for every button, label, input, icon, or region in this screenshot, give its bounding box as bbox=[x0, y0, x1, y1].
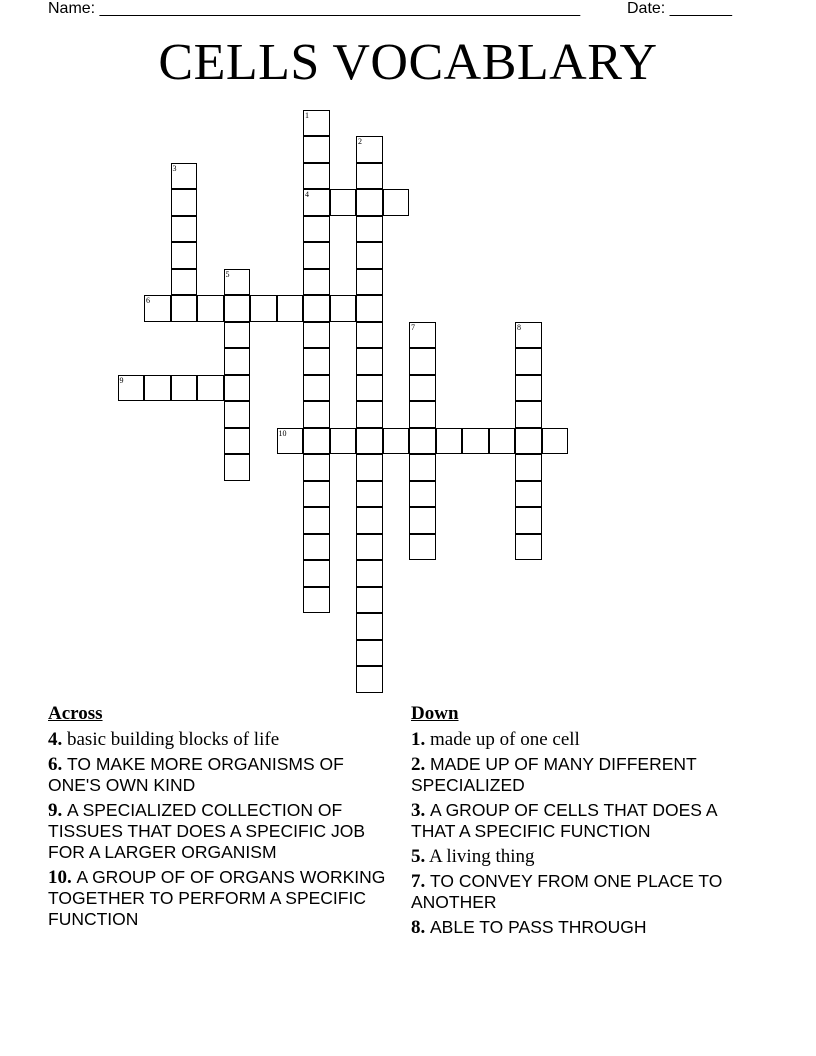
crossword-cell[interactable] bbox=[356, 269, 383, 296]
crossword-cell[interactable] bbox=[409, 507, 436, 534]
clue-text: TO CONVEY FROM ONE PLACE TO ANOTHER bbox=[411, 871, 723, 912]
crossword-cell[interactable] bbox=[462, 428, 489, 455]
crossword-cell[interactable] bbox=[356, 640, 383, 667]
crossword-cell[interactable] bbox=[515, 322, 542, 349]
crossword-cell[interactable] bbox=[224, 269, 251, 296]
crossword-cell[interactable] bbox=[356, 242, 383, 269]
down-clue-7 bbox=[411, 871, 751, 913]
cell-number: 2 bbox=[358, 137, 362, 146]
crossword-cell[interactable] bbox=[303, 269, 330, 296]
clue-text: basic building blocks of life bbox=[67, 729, 280, 750]
crossword-cell[interactable] bbox=[197, 295, 224, 322]
crossword-cell[interactable] bbox=[303, 163, 330, 190]
crossword-cell[interactable] bbox=[303, 534, 330, 561]
crossword-cell[interactable] bbox=[330, 295, 357, 322]
crossword-cell[interactable] bbox=[356, 348, 383, 375]
crossword-cell[interactable] bbox=[303, 401, 330, 428]
crossword-cell[interactable] bbox=[303, 428, 330, 455]
crossword-cell[interactable] bbox=[383, 428, 410, 455]
crossword-cell[interactable] bbox=[436, 428, 463, 455]
clue-number: 3. bbox=[411, 800, 426, 821]
crossword-cell[interactable] bbox=[303, 587, 330, 614]
crossword-cell[interactable] bbox=[356, 216, 383, 243]
crossword-cell[interactable] bbox=[303, 481, 330, 508]
cell-number: 1 bbox=[305, 110, 309, 120]
crossword-cell[interactable] bbox=[224, 375, 251, 402]
across-clue-9 bbox=[48, 800, 388, 863]
crossword-cell[interactable] bbox=[356, 295, 383, 322]
crossword-cell[interactable] bbox=[356, 481, 383, 508]
crossword-cell[interactable] bbox=[171, 375, 198, 402]
crossword-cell[interactable] bbox=[303, 242, 330, 269]
crossword-cell[interactable] bbox=[356, 401, 383, 428]
crossword-cell[interactable] bbox=[409, 348, 436, 375]
crossword-cell[interactable] bbox=[303, 560, 330, 587]
crossword-cell[interactable] bbox=[224, 322, 251, 349]
crossword-cell[interactable] bbox=[356, 560, 383, 587]
crossword-cell[interactable] bbox=[303, 348, 330, 375]
name-field[interactable]: Name: ______________________________________________________ bbox=[48, 0, 581, 17]
across-clue-6 bbox=[48, 754, 388, 796]
crossword-cell[interactable] bbox=[171, 242, 198, 269]
crossword-cell[interactable] bbox=[118, 375, 145, 402]
crossword-cell[interactable] bbox=[383, 189, 410, 216]
crossword-cell[interactable] bbox=[515, 428, 542, 455]
crossword-cell[interactable] bbox=[409, 428, 436, 455]
page-title: CELLS VOCABLARY bbox=[158, 34, 658, 91]
crossword-cell[interactable] bbox=[144, 295, 171, 322]
crossword-cell[interactable] bbox=[224, 295, 251, 322]
cell-number: 5 bbox=[225, 269, 230, 279]
crossword-cell[interactable] bbox=[542, 428, 569, 455]
cell-number: 4 bbox=[305, 190, 309, 199]
cell-number: 9 bbox=[119, 375, 124, 385]
crossword-cell[interactable] bbox=[409, 534, 436, 561]
across-clue-10 bbox=[48, 867, 388, 930]
crossword-cell[interactable] bbox=[303, 216, 330, 243]
down-clue-3 bbox=[411, 800, 751, 842]
clue-number: 4. bbox=[48, 729, 63, 750]
crossword-cell[interactable] bbox=[303, 110, 330, 137]
clue-text: MADE UP OF MANY DIFFERENT SPECIALIZED bbox=[411, 754, 697, 795]
clue-text: made up of one cell bbox=[430, 729, 580, 750]
crossword-cell[interactable] bbox=[250, 295, 277, 322]
down-clue-8 bbox=[411, 917, 751, 938]
clue-number: 8. bbox=[411, 917, 426, 938]
clue-number: 1. bbox=[411, 729, 426, 750]
crossword-cell[interactable] bbox=[515, 534, 542, 561]
crossword-cell[interactable] bbox=[515, 401, 542, 428]
clue-text: A GROUP OF OF ORGANS WORKING TOGETHER TO PERFORM A SPECIFIC FUNCTION bbox=[48, 867, 386, 929]
crossword-cell[interactable] bbox=[356, 163, 383, 190]
crossword-cell[interactable] bbox=[409, 375, 436, 402]
crossword-cell[interactable] bbox=[356, 428, 383, 455]
crossword-cell[interactable] bbox=[515, 348, 542, 375]
cell-number: 3 bbox=[172, 163, 177, 173]
crossword-cell[interactable] bbox=[224, 454, 251, 481]
crossword-cell[interactable] bbox=[330, 189, 357, 216]
down-heading: Down bbox=[411, 703, 459, 724]
crossword-cell[interactable] bbox=[277, 428, 304, 455]
down-clue-1 bbox=[411, 729, 751, 750]
crossword-cell[interactable] bbox=[303, 322, 330, 349]
cell-number: 6 bbox=[146, 296, 150, 305]
crossword-cell[interactable] bbox=[197, 375, 224, 402]
crossword-cell[interactable] bbox=[356, 587, 383, 614]
clue-text: A GROUP OF CELLS THAT DOES A THAT A SPECIFIC FUNCTION bbox=[411, 800, 717, 841]
cell-number: 7 bbox=[411, 322, 415, 332]
crossword-cell[interactable] bbox=[356, 507, 383, 534]
clue-text: A living thing bbox=[428, 846, 535, 867]
crossword-cell[interactable] bbox=[303, 189, 330, 216]
clue-number: 6. bbox=[48, 754, 63, 775]
crossword-cell[interactable] bbox=[356, 534, 383, 561]
crossword-cell[interactable] bbox=[356, 666, 383, 693]
crossword-cell[interactable] bbox=[171, 216, 198, 243]
down-clues bbox=[411, 703, 751, 942]
crossword-cell[interactable] bbox=[356, 189, 383, 216]
crossword-cell[interactable] bbox=[330, 428, 357, 455]
cell-number: 8 bbox=[517, 322, 521, 332]
crossword-cell[interactable] bbox=[171, 295, 198, 322]
crossword-cell[interactable] bbox=[515, 481, 542, 508]
crossword-cell[interactable] bbox=[409, 322, 436, 349]
crossword-cell[interactable] bbox=[224, 401, 251, 428]
across-clues bbox=[48, 703, 388, 934]
crossword-cell[interactable] bbox=[224, 348, 251, 375]
crossword-cell[interactable] bbox=[515, 375, 542, 402]
crossword-cell[interactable] bbox=[409, 401, 436, 428]
crossword-cell[interactable] bbox=[356, 454, 383, 481]
cell-number: 10 bbox=[278, 428, 287, 438]
down-clue-2 bbox=[411, 754, 751, 796]
clue-text: TO MAKE MORE ORGANISMS OF ONE'S OWN KIND bbox=[48, 754, 344, 795]
across-heading: Across bbox=[48, 703, 103, 724]
clue-text: A SPECIALIZED COLLECTION OF TISSUES THAT DOES A SPECIFIC JOB FOR A LARGER ORGANISM bbox=[48, 800, 366, 862]
crossword-cell[interactable] bbox=[224, 428, 251, 455]
crossword-cell[interactable] bbox=[303, 507, 330, 534]
crossword-cell[interactable] bbox=[356, 322, 383, 349]
across-clue-4 bbox=[48, 729, 388, 750]
crossword-cell[interactable] bbox=[171, 163, 198, 190]
across-clue-list bbox=[48, 729, 388, 930]
crossword-cell[interactable] bbox=[144, 375, 171, 402]
crossword-cell[interactable] bbox=[356, 375, 383, 402]
crossword-cell[interactable] bbox=[303, 136, 330, 163]
crossword-cell[interactable] bbox=[171, 189, 198, 216]
crossword-cell[interactable] bbox=[171, 269, 198, 296]
crossword-cell[interactable] bbox=[489, 428, 516, 455]
crossword-cell[interactable] bbox=[515, 454, 542, 481]
crossword-cell[interactable] bbox=[356, 136, 383, 163]
crossword-cell[interactable] bbox=[303, 295, 330, 322]
date-field[interactable]: Date: _______ bbox=[627, 0, 732, 17]
clue-text: ABLE TO PASS THROUGH bbox=[430, 917, 647, 937]
crossword-cell[interactable] bbox=[277, 295, 304, 322]
clue-number: 2. bbox=[411, 754, 426, 775]
crossword-cell[interactable] bbox=[409, 454, 436, 481]
clue-number: 5. bbox=[411, 846, 426, 867]
crossword-cell[interactable] bbox=[356, 613, 383, 640]
clue-number: 9. bbox=[48, 800, 63, 821]
clue-number: 10. bbox=[48, 867, 72, 888]
clue-number: 7. bbox=[411, 871, 426, 892]
down-clue-5 bbox=[411, 846, 751, 867]
crossword-cell[interactable] bbox=[303, 375, 330, 402]
crossword-cell[interactable] bbox=[515, 507, 542, 534]
crossword-cell[interactable] bbox=[303, 454, 330, 481]
down-clue-list bbox=[411, 729, 751, 938]
crossword-cell[interactable] bbox=[409, 481, 436, 508]
